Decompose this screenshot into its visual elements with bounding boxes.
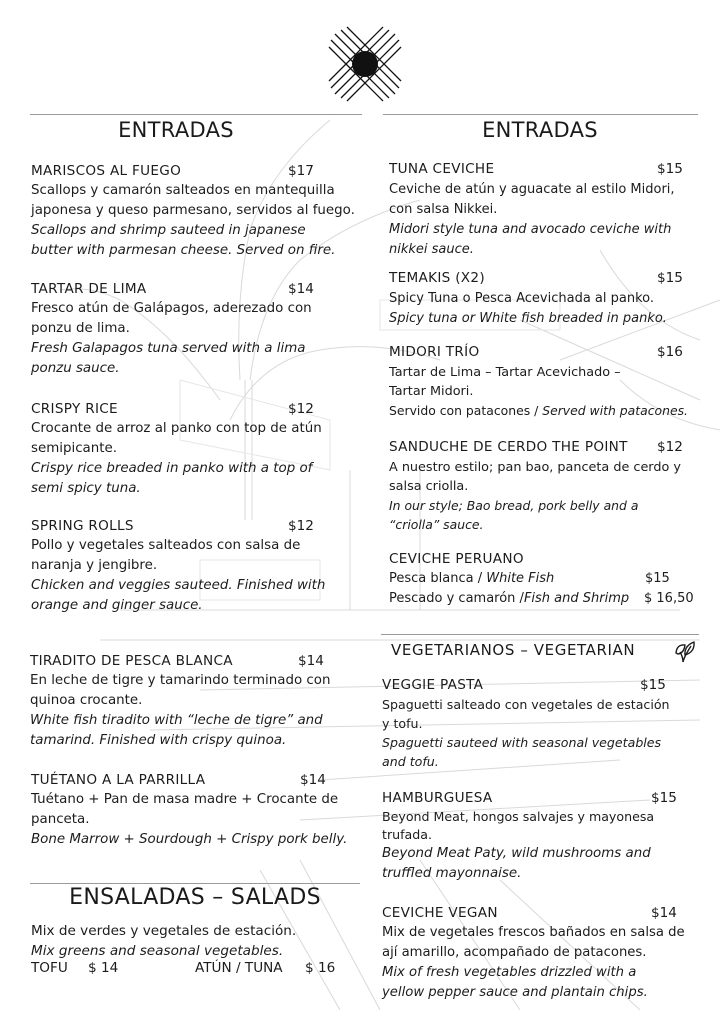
item-english: Chicken and veggies sauteed. Finished with orange and ginger sauce.: [31, 578, 326, 613]
item-price: $12: [288, 401, 314, 417]
item-description: En leche de tigre y tamarindo terminado con quinoa crocante.: [30, 673, 331, 708]
item-english: Fresh Galapagos tuna served with a lima ponzu sauce.: [31, 341, 306, 376]
salads-tuna-label: ATÚN / TUNA: [195, 960, 283, 976]
item-name: TUÉTANO A LA PARRILLA: [31, 772, 206, 788]
salads-title: ENSALADAS – SALADS: [69, 885, 321, 910]
item-name: TEMAKIS (X2): [389, 270, 485, 286]
item-english: Bone Marrow + Sourdough + Crispy pork belly.: [31, 832, 348, 847]
item-price: $15: [657, 270, 683, 286]
item-name: VEGGIE PASTA: [382, 677, 484, 693]
ceviche-option-fish: [389, 571, 554, 586]
midori-cross-logo-icon: [327, 22, 403, 106]
item-description: Beyond Meat, hongos salvajes y mayonesa trufada.: [382, 809, 655, 842]
item-english: Crispy rice breaded in panko with a top of semi spicy tuna.: [31, 461, 313, 496]
item-description: Crocante de arroz al panko con top de atún semipicante.: [31, 421, 322, 456]
item-name: HAMBURGUESA: [382, 790, 493, 806]
item-price: $12: [657, 439, 683, 455]
item-served: [389, 401, 688, 421]
leaf-icon: [673, 638, 697, 664]
item-price: $15: [651, 790, 677, 806]
served-english: Served with patacones.: [542, 403, 688, 418]
item-description: Tartar de Lima – Tartar Acevichado – Tartar Midori.: [389, 365, 621, 399]
item-price: $14: [288, 281, 314, 297]
item-description: Mix de vegetales frescos bañados en salsa de ají amarillo, acompañado de patacones.: [382, 925, 685, 960]
left-title-rule: [30, 114, 362, 115]
item-description: Tuétano + Pan de masa madre + Crocante de panceta.: [31, 792, 339, 827]
left-section-title: ENTRADAS: [118, 118, 234, 142]
option-english: White Fish: [486, 571, 555, 586]
salads-english: Mix greens and seasonal vegetables.: [31, 943, 284, 959]
item-price: $15: [640, 677, 666, 693]
vegetarian-title: VEGETARIANOS – VEGETARIAN: [391, 641, 636, 659]
item-price: $16: [657, 344, 683, 360]
item-name: TARTAR DE LIMA: [31, 281, 147, 297]
salads-tuna-price: $ 16: [305, 960, 336, 976]
item-name: CRISPY RICE: [31, 401, 118, 417]
option-spanish: Pescado y camarón /: [389, 591, 524, 606]
item-description: Pollo y vegetales salteados con salsa de naranja y jengibre.: [31, 538, 301, 573]
salads-description: Mix de verdes y vegetales de estación.: [31, 923, 297, 939]
item-price: $14: [300, 772, 326, 788]
option-spanish: Pesca blanca /: [389, 571, 487, 586]
item-name: TUNA CEVICHE: [389, 161, 495, 177]
salads-tofu-price: $ 14: [88, 960, 119, 976]
item-name: CEVICHE VEGAN: [382, 905, 498, 921]
salads-title-rule: [30, 883, 360, 884]
item-name: TIRADITO DE PESCA BLANCA: [30, 653, 233, 669]
item-price: $15: [657, 161, 683, 177]
item-english: Mix of fresh vegetables drizzled with a yellow pepper sauce and plantain chips.: [382, 965, 648, 1000]
item-english: Scallops and shrimp sauteed in japanese butter with parmesan cheese. Served on fire.: [31, 223, 336, 258]
item-description: A nuestro estilo; pan bao, panceta de cerdo y salsa criolla.: [389, 460, 681, 494]
item-description: Scallops y camarón salteados en mantequilla japonesa y queso parmesano, servidos al fuego.: [31, 183, 355, 218]
right-title-rule: [383, 114, 698, 115]
vegetarian-title-rule: [381, 634, 699, 635]
item-name: SPRING ROLLS: [31, 518, 134, 534]
item-name: CEVICHE PERUANO: [389, 551, 524, 567]
item-english: Spaguetti sauteed with seasonal vegetables and tofu.: [382, 735, 662, 769]
item-price: $14: [298, 653, 324, 669]
item-english: Midori style tuna and avocado ceviche with nikkei sauce.: [389, 222, 672, 257]
item-price: $17: [288, 163, 314, 179]
item-price: $12: [288, 518, 314, 534]
ceviche-option-fish-price: $15: [645, 571, 670, 586]
salads-tofu-label: TOFU: [31, 960, 68, 976]
item-price: $14: [651, 905, 677, 921]
item-english: Beyond Meat Paty, wild mushrooms and truffled mayonnaise.: [382, 846, 651, 881]
served-spanish: Servido con patacones /: [389, 403, 543, 418]
item-english: Spicy tuna or White fish breaded in panko.: [389, 311, 667, 326]
item-description: Spicy Tuna o Pesca Acevichada al panko.: [389, 291, 655, 306]
item-name: SANDUCHE DE CERDO THE POINT: [389, 439, 628, 455]
ceviche-option-shrimp-price: $ 16,50: [644, 591, 694, 606]
item-description: Ceviche de atún y aguacate al estilo Midori, con salsa Nikkei.: [389, 182, 675, 217]
item-english: White fish tiradito with “leche de tigre” and tamarind. Finished with crispy quinoa.: [30, 713, 323, 748]
item-description: Fresco atún de Galápagos, aderezado con ponzu de lima.: [31, 301, 312, 336]
item-name: MIDORI TRÍO: [389, 344, 480, 360]
item-english: In our style; Bao bread, pork belly and a “criolla” sauce.: [389, 498, 639, 532]
option-english: Fish and Shrimp: [523, 591, 630, 606]
item-name: MARISCOS AL FUEGO: [31, 163, 182, 179]
item-description: Spaguetti salteado con vegetales de estación y tofu.: [382, 697, 670, 731]
right-section-title: ENTRADAS: [482, 118, 598, 142]
ceviche-option-shrimp: [389, 591, 629, 606]
